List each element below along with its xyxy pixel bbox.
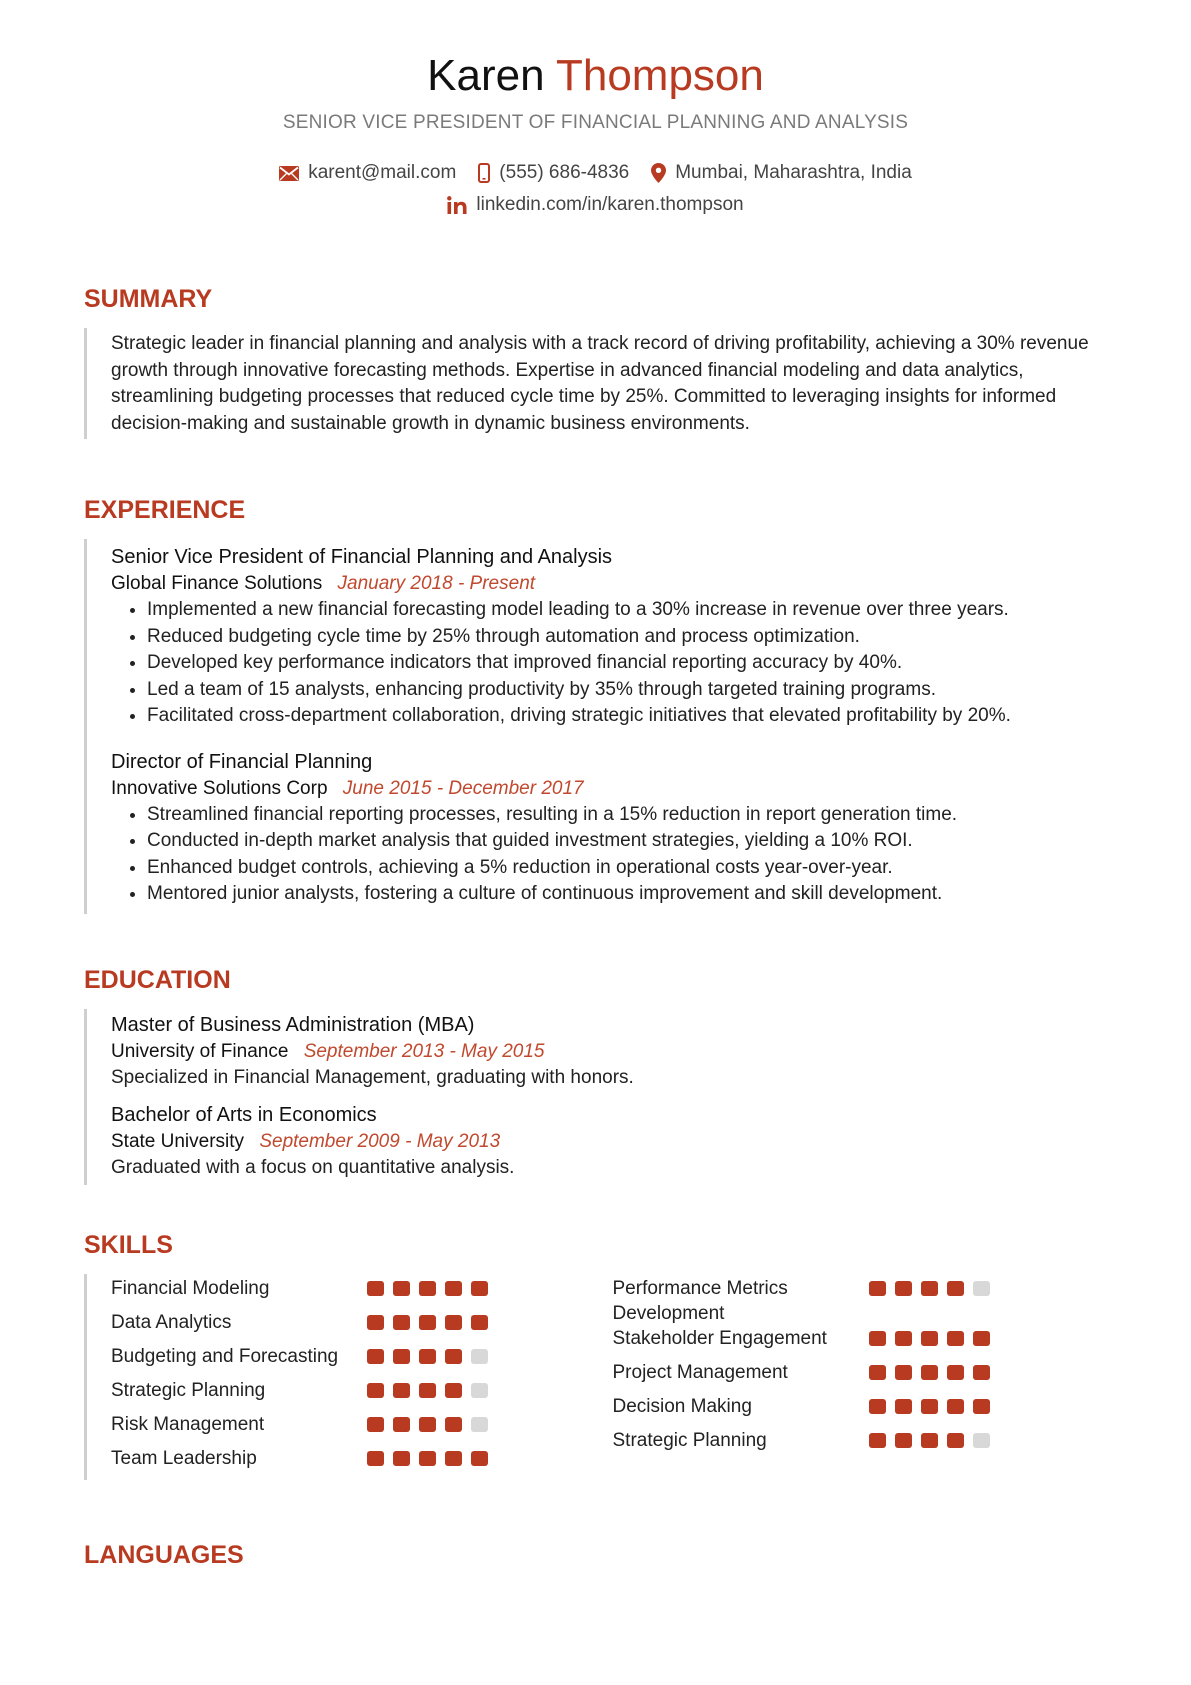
rating-dot-filled <box>973 1331 990 1346</box>
job-title: Director of Financial Planning <box>111 750 373 773</box>
envelope-icon <box>279 166 299 181</box>
rating-dot-filled <box>895 1399 912 1414</box>
summary-section <box>84 284 1114 439</box>
job-entry <box>111 748 1114 908</box>
first-name: Karen <box>427 51 545 100</box>
last-name: Thompson <box>555 51 764 100</box>
bullet-item: • Facilitated cross-department collaboration, driving strategic initiatives that elevated profitability by 20%. <box>147 703 1114 730</box>
education-entry <box>111 1011 1114 1091</box>
rating-dot-filled <box>471 1315 488 1330</box>
skills-grid <box>111 1276 1114 1480</box>
bullet-item: • Streamlined financial reporting processes, resulting in a 15% reduction in report generation time. <box>147 802 1114 829</box>
rating-dot-empty <box>471 1417 488 1432</box>
rating-dot-filled <box>869 1281 886 1296</box>
job-dates: January 2018 - Present <box>337 573 536 594</box>
phone-text: (555) 686-4836 <box>499 162 630 183</box>
skill-name: Risk Management <box>111 1414 265 1435</box>
contact-row <box>0 162 1191 184</box>
resume-header <box>0 0 1191 216</box>
rating-dot-empty <box>973 1281 990 1296</box>
skill-name: Decision Making <box>612 1396 752 1417</box>
skill-rating <box>869 1394 990 1414</box>
job-headline: SENIOR VICE PRESIDENT OF FINANCIAL PLANNING AND ANALYSIS <box>282 112 909 133</box>
summary-heading: SUMMARY <box>84 285 213 313</box>
rating-dot-filled <box>445 1349 462 1364</box>
skill-row <box>111 1344 613 1378</box>
location-text: Mumbai, Maharashtra, India <box>675 162 912 183</box>
contact-location <box>651 162 912 184</box>
skill-name: Team Leadership <box>111 1448 257 1469</box>
rating-dot-filled <box>393 1417 410 1432</box>
rating-dot-filled <box>367 1281 384 1296</box>
rating-dot-filled <box>947 1281 964 1296</box>
experience-section <box>84 495 1114 914</box>
rating-dot-filled <box>869 1399 886 1414</box>
contact-row-linkedin <box>0 194 1191 216</box>
phone-icon <box>478 163 490 183</box>
rating-dot-filled <box>869 1331 886 1346</box>
education-dates: September 2013 - May 2015 <box>303 1041 545 1062</box>
rating-dot-filled <box>921 1433 938 1448</box>
rating-dot-filled <box>921 1281 938 1296</box>
languages-section <box>84 1540 1114 1570</box>
rating-dot-filled <box>367 1349 384 1364</box>
skills-section <box>84 1230 1114 1480</box>
rating-dot-filled <box>895 1331 912 1346</box>
skill-row <box>111 1310 613 1344</box>
summary-body <box>84 328 1114 439</box>
rating-dot-filled <box>947 1399 964 1414</box>
linkedin-text: linkedin.com/in/karen.thompson <box>476 194 744 215</box>
bullet-item: • Led a team of 15 analysts, enhancing productivity by 35% through targeted training programs. <box>147 677 1114 704</box>
skill-row <box>111 1412 613 1446</box>
skills-column-left <box>111 1276 613 1480</box>
education-entry <box>111 1101 1114 1181</box>
school-name: State University <box>111 1131 245 1152</box>
skills-column-right <box>613 1276 1115 1480</box>
degree-title: Bachelor of Arts in Economics <box>111 1104 377 1126</box>
languages-heading: LANGUAGES <box>84 1541 244 1569</box>
rating-dot-filled <box>419 1281 436 1296</box>
job-company-line <box>111 776 1114 802</box>
rating-dot-filled <box>471 1281 488 1296</box>
job-bullets <box>111 802 1114 908</box>
bullet-item: • Enhanced budget controls, achieving a 5% reduction in operational costs year-over-year. <box>147 855 1114 882</box>
rating-dot-filled <box>869 1365 886 1380</box>
school-line <box>111 1039 1114 1065</box>
rating-dot-filled <box>895 1433 912 1448</box>
skill-row <box>613 1428 1115 1462</box>
rating-dot-filled <box>895 1365 912 1380</box>
rating-dot-filled <box>869 1433 886 1448</box>
bullet-item: • Implemented a new financial forecasting model leading to a 30% increase in revenue over three years. <box>147 597 1114 624</box>
rating-dot-filled <box>367 1417 384 1432</box>
rating-dot-filled <box>895 1281 912 1296</box>
skill-rating <box>367 1310 488 1330</box>
skill-rating <box>869 1428 990 1448</box>
rating-dot-empty <box>973 1433 990 1448</box>
rating-dot-filled <box>973 1365 990 1380</box>
rating-dot-filled <box>393 1383 410 1398</box>
linkedin-icon <box>447 196 467 214</box>
rating-dot-filled <box>419 1349 436 1364</box>
skill-rating <box>367 1344 488 1364</box>
rating-dot-filled <box>367 1383 384 1398</box>
rating-dot-filled <box>393 1349 410 1364</box>
rating-dot-filled <box>921 1399 938 1414</box>
bullet-item: • Conducted in-depth market analysis that guided investment strategies, yielding a 10% ROI. <box>147 828 1114 855</box>
skills-heading: SKILLS <box>84 1231 173 1259</box>
skill-name: Budgeting and Forecasting <box>111 1346 339 1367</box>
rating-dot-filled <box>393 1281 410 1296</box>
rating-dot-filled <box>445 1451 462 1466</box>
education-heading: EDUCATION <box>84 966 231 994</box>
education-body <box>84 1009 1114 1185</box>
rating-dot-filled <box>471 1451 488 1466</box>
rating-dot-filled <box>419 1417 436 1432</box>
rating-dot-filled <box>393 1451 410 1466</box>
skill-rating <box>869 1276 990 1296</box>
rating-dot-filled <box>947 1433 964 1448</box>
skill-rating <box>367 1276 488 1296</box>
skill-name: Strategic Planning <box>612 1430 767 1451</box>
rating-dot-empty <box>471 1383 488 1398</box>
skill-rating <box>367 1378 488 1398</box>
summary-text: Strategic leader in financial planning and analysis with a track record of driving profitability, achieving a 30% revenue growth through innovative forecasting methods. Expertise in advanced financial modeling and data analytics, streamlining budgeting processes that reduced cycle time by 25%. Committed to leveraging insights for informed decision-making and sustainable growth in dynamic business environments. <box>111 333 1089 434</box>
skill-row <box>111 1446 613 1480</box>
experience-body <box>84 539 1114 914</box>
education-note: Specialized in Financial Management, graduating with honors. <box>111 1067 634 1088</box>
degree-title: Master of Business Administration (MBA) <box>111 1014 475 1036</box>
job-bullets <box>111 597 1114 730</box>
rating-dot-filled <box>419 1315 436 1330</box>
education-dates: September 2009 - May 2013 <box>259 1131 501 1152</box>
rating-dot-filled <box>419 1451 436 1466</box>
bullet-item: • Mentored junior analysts, fostering a culture of continuous improvement and skill development. <box>147 881 1114 908</box>
company-name: Innovative Solutions Corp <box>111 777 328 799</box>
rating-dot-filled <box>445 1315 462 1330</box>
school-line <box>111 1129 1114 1155</box>
rating-dot-filled <box>393 1315 410 1330</box>
rating-dot-filled <box>947 1365 964 1380</box>
skill-name: Strategic Planning <box>111 1380 266 1401</box>
rating-dot-filled <box>445 1383 462 1398</box>
skill-name: Financial Modeling <box>111 1278 270 1299</box>
skill-name: Project Management <box>612 1362 788 1383</box>
rating-dot-filled <box>419 1383 436 1398</box>
skill-row <box>613 1394 1115 1428</box>
rating-dot-filled <box>367 1451 384 1466</box>
rating-dot-empty <box>471 1349 488 1364</box>
skill-name: Performance Metrics Development <box>612 1278 788 1324</box>
rating-dot-filled <box>947 1331 964 1346</box>
job-dates: June 2015 - December 2017 <box>342 777 584 799</box>
job-company-line <box>111 571 1114 597</box>
contact-email[interactable] <box>279 162 456 184</box>
skill-rating <box>367 1412 488 1432</box>
education-note: Graduated with a focus on quantitative analysis. <box>111 1157 515 1178</box>
contact-phone[interactable] <box>478 162 629 184</box>
skill-rating <box>869 1326 990 1346</box>
skill-rating <box>367 1446 488 1466</box>
rating-dot-filled <box>921 1365 938 1380</box>
skill-row <box>111 1276 613 1310</box>
rating-dot-filled <box>921 1331 938 1346</box>
skill-name: Stakeholder Engagement <box>612 1328 827 1349</box>
location-pin-icon <box>651 163 666 183</box>
skills-body <box>84 1274 1114 1480</box>
skill-row <box>613 1360 1115 1394</box>
skill-row <box>613 1326 1115 1360</box>
candidate-name <box>0 48 1191 104</box>
company-name: Global Finance Solutions <box>111 573 323 594</box>
bullet-item: • Reduced budgeting cycle time by 25% through automation and process optimization. <box>147 624 1114 651</box>
skill-row <box>613 1276 1115 1326</box>
contact-linkedin[interactable] <box>447 194 743 216</box>
rating-dot-filled <box>445 1417 462 1432</box>
rating-dot-filled <box>445 1281 462 1296</box>
education-section <box>84 965 1114 1185</box>
bullet-item: • Developed key performance indicators that improved financial reporting accuracy by 40%. <box>147 650 1114 677</box>
skill-name: Data Analytics <box>111 1312 232 1333</box>
skill-rating <box>869 1360 990 1380</box>
email-text: karent@mail.com <box>308 162 457 183</box>
skill-row <box>111 1378 613 1412</box>
job-title: Senior Vice President of Financial Planning and Analysis <box>111 546 613 568</box>
rating-dot-filled <box>367 1315 384 1330</box>
experience-heading: EXPERIENCE <box>84 496 246 524</box>
rating-dot-filled <box>973 1399 990 1414</box>
school-name: University of Finance <box>111 1041 289 1062</box>
job-entry <box>111 543 1114 730</box>
